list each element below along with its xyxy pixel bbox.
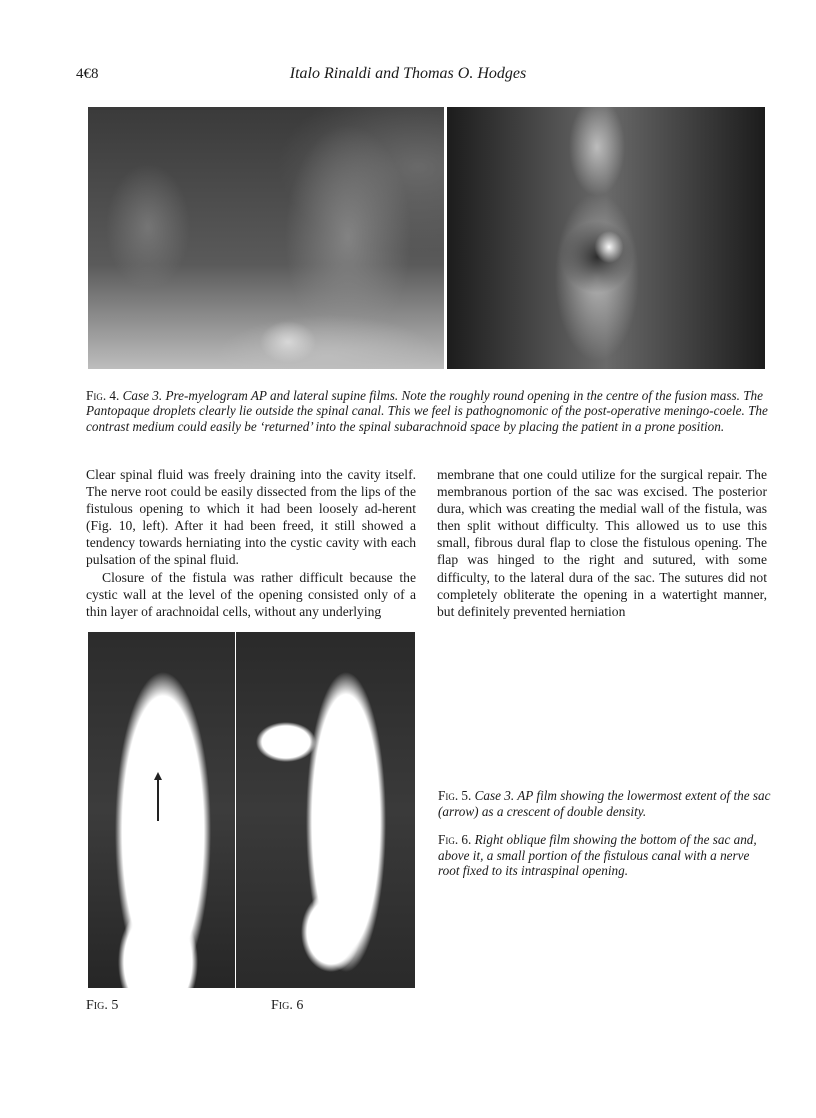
page-number: 4€8: [76, 66, 99, 82]
figure-6-caption-label: Fig. 6.: [438, 832, 472, 847]
figure-5-caption: [438, 788, 773, 819]
figure-5-caption-text: Case 3. AP film showing the lowermost extent of the sac (arrow) as a crescent of double density.: [438, 788, 771, 819]
figure-4-caption-label: Fig. 4.: [86, 388, 120, 403]
figure-5-caption-label: Fig. 5.: [438, 788, 472, 803]
figure-4-caption-text: Case 3. Pre-myelogram AP and lateral supine films. Note the roughly round opening in the centre of the fusion mass. The Pantopaque droplets clearly lie outside the spinal canal. This we feel is pathognomonic of the post-operative meningo-coele. The contrast medium could easily be ‘returned’ into the spinal subarachnoid space by placing the patient in a prone position.: [86, 388, 768, 434]
figure-5-label: Fig. 5: [86, 998, 119, 1013]
body-column-left: [86, 466, 416, 620]
body-paragraph: Clear spinal fluid was freely draining into the cavity itself. The nerve root could be easily dissected from the lips of the fistulous opening to which it had been loosely ad-herent (Fig. 10, left). After it had been freed, it still showed a tendency towards herniating into the cystic cavity with each pulsation of the spinal fluid.: [86, 467, 416, 568]
figure-5-xray: [88, 632, 235, 988]
arrow-shaft-icon: [157, 777, 159, 821]
body-column-right: [437, 466, 767, 620]
body-paragraph: Closure of the fistula was rather difficult because the cystic wall at the level of the opening consisted only of a thin layer of arachnoidal cells, without any underlying: [86, 569, 416, 619]
body-paragraph: membrane that one could utilize for the surgical repair. The membranous portion of the sac was excised. The posterior dura, which was creating the medial wall of the fistula, was then split without difficulty. This allowed us to use this small, fibrous dural flap to close the fistulous opening. The flap was hinged to the right and sutured, with some difficulty, to the lateral dura of the sac. The sutures did not completely obliterate the opening in a watertight manner, but definitely prevented herniation: [437, 467, 767, 619]
figure-6-label: Fig. 6: [271, 998, 304, 1013]
running-head: Italo Rinaldi and Thomas O. Hodges: [289, 65, 527, 82]
figure-4-ap-xray: [447, 107, 765, 369]
figure-4-lateral-xray: [88, 107, 444, 369]
figure-6-xray: [236, 632, 415, 988]
figure-6-caption: [438, 832, 773, 879]
figure-6-caption-text: Right oblique film showing the bottom of the sac and, above it, a small portion of the fistulous canal with a nerve root fixed to its intraspinal opening.: [438, 832, 757, 879]
figure-4-caption: [86, 388, 768, 434]
